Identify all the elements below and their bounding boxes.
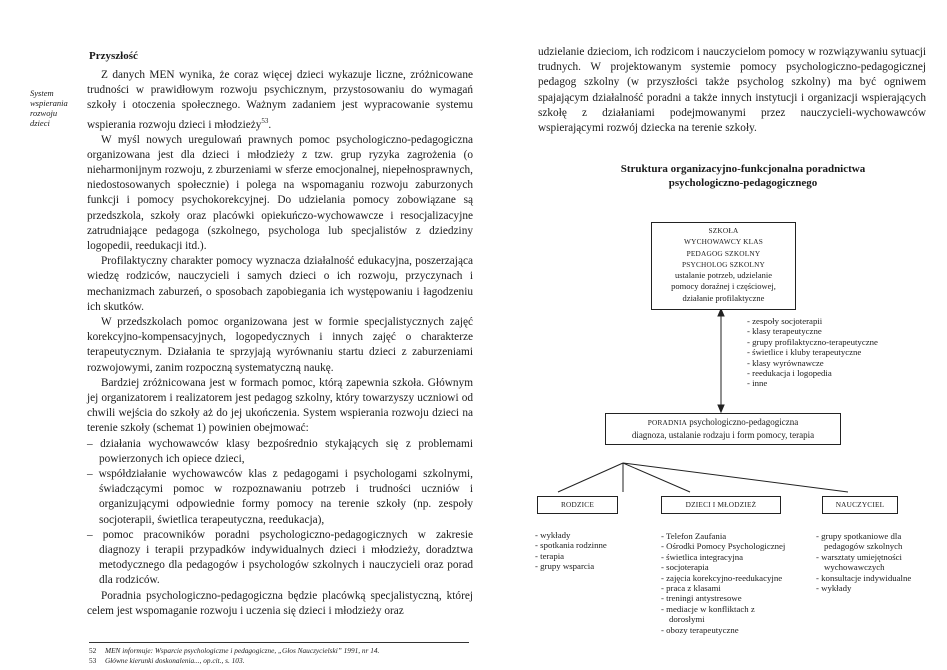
list-item: - Ośrodki Pomocy Psychologicznej [661, 541, 786, 552]
list-item: - mediacje w konfliktach z dorosłymi [661, 603, 755, 625]
list-item: - świetlica integracyjna [661, 551, 744, 562]
paragraph: Profilaktyczny charakter pomocy wyznacza działalność edukacyjna, poszerzająca wiedzę rodziców, nauczycieli i samych dzieci o ich rozwoju, przyczynach i mechanizmach zaburzeń, o sposobach zapobiegania ich występowaniu i łagodzeniu ich skutków. [87, 255, 473, 313]
body-text [87, 68, 473, 619]
section-heading: Przyszłość [89, 50, 138, 62]
school-box: SZKOŁA WYCHOWAWCY KLAS PEDAGOG SZKOLNY PSYCHOLOG SZKOLNY ustalanie potrzeb, udzielanie pomocy doraźnej i częściowej, działanie profilaktyczne [651, 222, 796, 310]
children-list [661, 531, 791, 635]
paragraph: Z danych MEN wynika, że coraz więcej dzieci wykazuje liczne, zróżnicowane trudności w prawidłowym rozwoju psychicznym, przystosowaniu do wymagań szkoły i otoczenia społecznego. Ważnym zadaniem jest wypracowanie systemu wspierania rozwoju dzieci i młodzieży$^{53}$. [87, 69, 473, 131]
margin-note: System wspierania rozwoju dzieci [30, 88, 68, 128]
list-item: - warsztaty umiejętności wychowawczych [816, 551, 902, 573]
list-item: - konsultacje indywidualne [816, 572, 912, 583]
list-item: - Telefon Zaufania [661, 531, 727, 541]
list-item: - wykłady [535, 530, 571, 540]
list-item: - treningi antystresowe [661, 593, 742, 604]
teachers-box: NAUCZYCIEL [822, 496, 898, 514]
list-item: - terapia [535, 550, 565, 561]
bullet-item: – pomoc pracowników poradni psychologiczno-pedagogicznych w zakresie diagnozy i terapii przypadków indywidualnych dzieci i młodzieży, doradztwa metodycznego dla pedagogów i psychologów szkolnych i nauczycieli oraz porad dla rodziców. [87, 528, 473, 587]
list-item: - zespoły socjoterapii [747, 316, 823, 326]
list-item: - grupy spotkaniowe dla pedagogów szkolnych [816, 531, 903, 552]
list-item: - reedukacja i logopedia [747, 368, 832, 379]
right-page [480, 0, 947, 670]
teachers-list [816, 531, 928, 593]
list-item: - klasy terapeutyczne [747, 326, 822, 337]
footnote: 52 MEN informuje: Wsparcie psychologiczne i pedagogiczne, „Głos Nauczycielski” 1991, nr 14. [89, 646, 380, 655]
list-item: - grupy profilaktyczno-terapeutyczne [747, 336, 878, 347]
diagram-title: Struktura organizacyjno-funkcjonalna poradnictwa psychologiczno-pedagogicznego [620, 163, 866, 189]
list-item: - grupy wsparcia [535, 561, 595, 572]
list-item: - obozy terapeutyczne [661, 624, 739, 635]
list-item: - socjoterapia [661, 562, 709, 573]
list-item: - spotkania rodzinne [535, 540, 607, 551]
paragraph: Poradnia psychologiczno-pedagogiczna będzie placówką specjalistyczną, której celem jest wspomaganie rozwoju i uczenia się dzieci i młodzieży oraz [87, 589, 473, 617]
parents-box: RODZICE [537, 496, 618, 514]
arrow-up-icon [718, 309, 724, 316]
bullet-item: – współdziałanie wychowawców klas z pedagogami i psychologami szkolnymi, świadczącymi pomoc w rozpoznawaniu potrzeb i trudności uczniów i organizującymi odpowiednie formy pomocy na terenie szkoły (np. zespoły socjoterapii, świetlica terapeutyczna, reedukacja), [87, 468, 473, 526]
footnotes [89, 642, 469, 666]
clinic-box: PORADNIA psychologiczno-pedagogiczna diagnoza, ustalanie rodzaju i form pomocy, terapia [605, 413, 841, 445]
connector-line [558, 463, 623, 492]
bullet-item: – działania wychowawców klasy bezpośrednio stykających się z problemami powierzonych ich opiece dzieci, [87, 437, 473, 465]
list-item: - świetlice i kluby terapeutyczne [747, 347, 862, 358]
list-item: - klasy wyrównawcze [747, 357, 824, 368]
paragraph: udzielanie dzieciom, ich rodzicom i nauczycielom pomocy w rozwiązywaniu sytuacji trudnych. W projektowanym systemie pomocy psychologiczno-pedagogicznej pedagog szkolny (w przyszłości także psycholog szkolny) ma być ogniwem spajającym działalność poradni a także innych instytucji i organizacji wspierających szkołę z działaniami podejmowanymi przez nauczycieli-wychowawców wspierającymi rozwój dziecka na terenie szkoły. [538, 46, 926, 135]
list-item: - praca z klasami [661, 583, 721, 594]
paragraph: W przedszkolach pomoc organizowana jest w formie specjalistycznych zajęć korekcyjno-kompensacyjnych, logopedycznych i innych zajęć o charakterze terapeutycznym. Działania te sprzyjają wyrównaniu startu dzieci z zaburzeniami rozwojowymi, zanim rozpoczną systematyczną naukę. [87, 316, 473, 374]
school-forms-list [747, 316, 947, 389]
parents-list [535, 530, 635, 572]
footnote-ref: 53 [261, 116, 269, 125]
paragraph: Bardziej zróżnicowana jest w formach pomoc, którą zapewnia szkoła. Głównym jej organizatorem i realizatorem jest pedagog szkolny, który towarzyszy uczniowi od chwili wejścia do szkoły aż do jej ukończenia. System wspierania rozwoju dzieci na terenie szkoły (schemat 1) powinien obejmować: [87, 376, 473, 435]
footnote: 53 Główne kierunki doskonalenia..., op.cit., s. 103. [89, 656, 245, 665]
children-box: DZIECI I MŁODZIEŻ [661, 496, 781, 514]
list-item: - wykłady [816, 583, 852, 594]
arrow-down-icon [718, 405, 724, 412]
list-item: - inne [747, 378, 768, 389]
paragraph: W myśl nowych uregulowań prawnych pomoc psychologiczno-pedagogiczna organizowana jest dla dzieci i młodzieży z tzw. grup ryzyka zagrożenia (o nieharmonijnym rozwoju, z zburzeniami w sferze emocjonalnej, niepełnosprawnych, niedostosowanych społecznie) i polega na wspomaganiu rozwoju zaburzonych funkcji i pomocy psychokorekcyjnej. Do udzielania pomocy zobowiązane są przedszkola, szkoły oraz placówki opiekuńczo-wychowawcze i resocjalizacyjne zatrudniające pedagoga (szkolnego, psychologa lub specjalistów z dziedziny logopedii, reedukacji itd.). [87, 133, 473, 252]
list-item: - zajęcia korekcyjno-reedukacyjne [661, 572, 783, 583]
